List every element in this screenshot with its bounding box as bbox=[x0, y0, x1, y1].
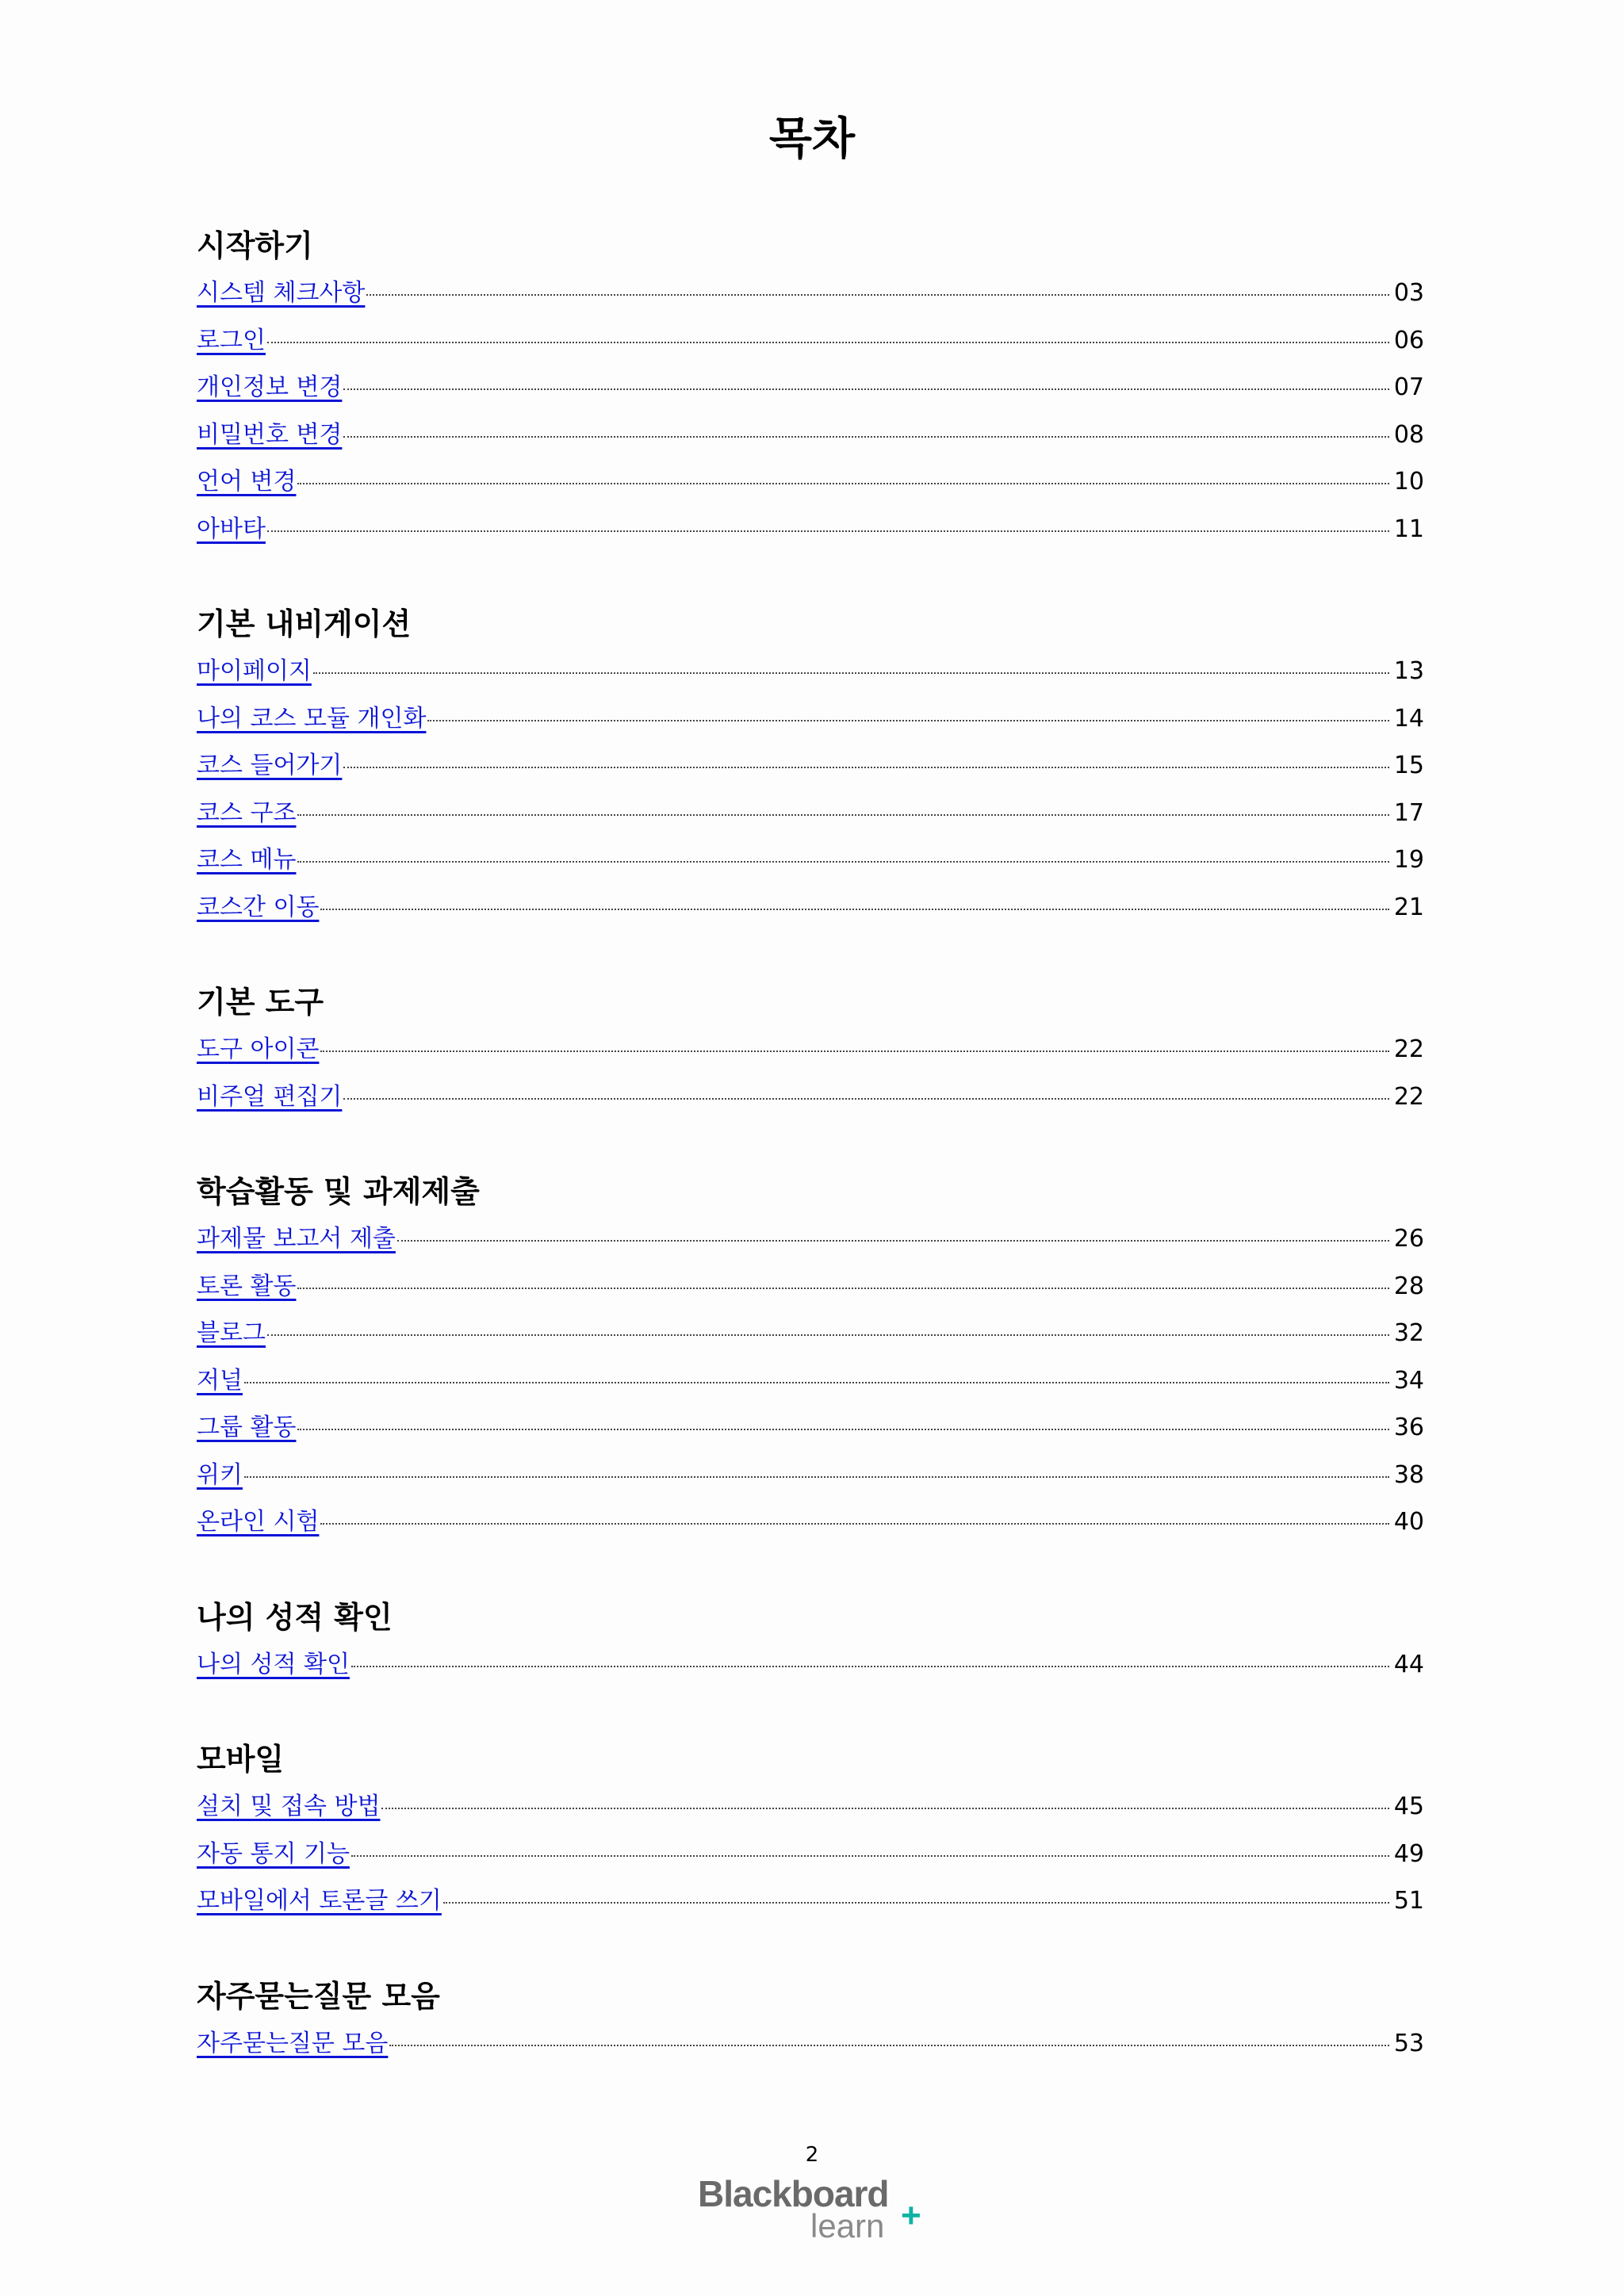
toc-section bbox=[197, 1168, 1424, 1546]
toc-page-number: 28 bbox=[1393, 1272, 1424, 1300]
toc-entry bbox=[197, 836, 1424, 884]
toc-section bbox=[197, 600, 1424, 931]
toc-page-number: 14 bbox=[1393, 704, 1424, 733]
toc-entry-link[interactable]: 자동 통지 기능 bbox=[197, 1839, 350, 1868]
toc-entry-link[interactable]: 마이페이지 bbox=[197, 657, 312, 685]
toc-page-number: 49 bbox=[1393, 1839, 1424, 1868]
toc-entry-link[interactable]: 블로그 bbox=[197, 1319, 266, 1347]
toc-page-number: 22 bbox=[1393, 1035, 1424, 1063]
toc-entry bbox=[197, 1783, 1424, 1831]
toc-entry-link[interactable]: 코스 구조 bbox=[197, 798, 297, 827]
toc-page-number: 26 bbox=[1393, 1225, 1424, 1253]
toc-page-number: 07 bbox=[1393, 373, 1424, 401]
dot-leader bbox=[297, 483, 1389, 484]
toc-page-number: 44 bbox=[1393, 1650, 1424, 1678]
dot-leader bbox=[320, 909, 1389, 910]
toc-entry-link[interactable]: 비주얼 편집기 bbox=[197, 1082, 343, 1111]
toc-page-number: 51 bbox=[1393, 1887, 1424, 1915]
dot-leader bbox=[313, 672, 1389, 674]
dot-leader bbox=[343, 388, 1389, 390]
toc-page-number: 19 bbox=[1393, 846, 1424, 874]
toc-entry-link[interactable]: 언어 변경 bbox=[197, 468, 297, 496]
toc-page-number: 15 bbox=[1393, 752, 1424, 779]
toc-entry-link[interactable]: 아바타 bbox=[197, 515, 266, 543]
toc-entry bbox=[197, 1263, 1424, 1311]
toc-entry bbox=[197, 458, 1424, 506]
toc-entry bbox=[197, 790, 1424, 837]
section-heading: 나의 성적 확인 bbox=[197, 1599, 393, 1635]
toc-entry-link[interactable]: 도구 아이콘 bbox=[197, 1035, 320, 1063]
table-of-contents bbox=[197, 222, 1424, 2114]
page-number: 2 bbox=[805, 2143, 819, 2167]
toc-entry bbox=[197, 1831, 1424, 1878]
logo-text-blackboard: Blackboard bbox=[698, 2173, 889, 2214]
dot-leader bbox=[320, 1523, 1389, 1525]
dot-leader bbox=[389, 2045, 1389, 2046]
toc-entry bbox=[197, 317, 1424, 365]
toc-entry bbox=[197, 506, 1424, 553]
section-heading: 기본 도구 bbox=[197, 985, 324, 1020]
dot-leader bbox=[427, 720, 1389, 721]
dot-leader bbox=[343, 1098, 1389, 1100]
toc-section bbox=[197, 222, 1424, 553]
toc-entry bbox=[197, 2020, 1424, 2068]
toc-entry-link[interactable]: 나의 코스 모듈 개인화 bbox=[197, 704, 427, 733]
logo-text-learn: learn bbox=[810, 2207, 885, 2244]
dot-leader bbox=[343, 436, 1389, 438]
toc-entry bbox=[197, 1452, 1424, 1499]
toc-entry bbox=[197, 695, 1424, 743]
toc-entry-link[interactable]: 과제물 보고서 제출 bbox=[197, 1225, 396, 1253]
dot-leader bbox=[267, 342, 1389, 343]
dot-leader bbox=[381, 1808, 1389, 1809]
dot-leader bbox=[297, 1429, 1389, 1430]
toc-entry-link[interactable]: 모바일에서 토론글 쓰기 bbox=[197, 1887, 442, 1915]
toc-page-number: 03 bbox=[1393, 279, 1424, 307]
toc-entry bbox=[197, 884, 1424, 932]
toc-entry-link[interactable]: 위키 bbox=[197, 1460, 243, 1489]
toc-entry bbox=[197, 1498, 1424, 1546]
toc-page-number: 11 bbox=[1393, 515, 1424, 543]
toc-page-number: 06 bbox=[1393, 326, 1424, 354]
toc-entry-link[interactable]: 온라인 시험 bbox=[197, 1508, 320, 1536]
dot-leader bbox=[351, 1666, 1389, 1667]
toc-entry-link[interactable]: 그룹 활동 bbox=[197, 1414, 297, 1441]
dot-leader bbox=[297, 1288, 1389, 1289]
toc-page-number: 17 bbox=[1393, 798, 1424, 827]
toc-entry bbox=[197, 1877, 1424, 1925]
toc-page-number: 13 bbox=[1393, 657, 1424, 685]
toc-entry-link[interactable]: 자주묻는질문 모음 bbox=[197, 2029, 389, 2057]
toc-entry bbox=[197, 1215, 1424, 1263]
toc-entry-link[interactable]: 로그인 bbox=[197, 326, 266, 354]
toc-section bbox=[197, 1735, 1424, 1925]
dot-leader bbox=[351, 1855, 1389, 1857]
toc-entry-link[interactable]: 시스템 체크사항 bbox=[197, 279, 366, 307]
toc-page-number: 45 bbox=[1393, 1793, 1424, 1820]
toc-page-number: 21 bbox=[1393, 893, 1424, 921]
toc-entry bbox=[197, 1404, 1424, 1452]
toc-page-number: 22 bbox=[1393, 1082, 1424, 1111]
toc-page-number: 40 bbox=[1393, 1508, 1424, 1536]
toc-section bbox=[197, 978, 1424, 1120]
section-heading: 기본 내비게이션 bbox=[197, 607, 412, 641]
toc-entry-link[interactable]: 저널 bbox=[197, 1366, 243, 1395]
toc-section bbox=[197, 1973, 1424, 2068]
logo-plus-icon: + bbox=[901, 2196, 921, 2235]
toc-entry bbox=[197, 364, 1424, 411]
section-heading: 모바일 bbox=[197, 1742, 285, 1777]
toc-entry-link[interactable]: 코스 들어가기 bbox=[197, 752, 343, 779]
toc-entry bbox=[197, 270, 1424, 317]
toc-entry bbox=[197, 1357, 1424, 1405]
toc-page-number: 34 bbox=[1393, 1366, 1424, 1395]
dot-leader bbox=[267, 530, 1389, 532]
dot-leader bbox=[267, 1334, 1389, 1336]
toc-entry-link[interactable]: 개인정보 변경 bbox=[197, 373, 343, 401]
dot-leader bbox=[366, 294, 1389, 296]
toc-entry bbox=[197, 1073, 1424, 1121]
dot-leader bbox=[443, 1902, 1389, 1904]
toc-entry-link[interactable]: 코스 메뉴 bbox=[197, 846, 297, 874]
dot-leader bbox=[397, 1240, 1389, 1242]
dot-leader bbox=[244, 1382, 1389, 1383]
toc-page-number: 36 bbox=[1393, 1414, 1424, 1441]
toc-entry-link[interactable]: 코스간 이동 bbox=[197, 893, 320, 921]
toc-page-number: 53 bbox=[1393, 2029, 1424, 2057]
dot-leader bbox=[297, 814, 1389, 816]
toc-entry bbox=[197, 1026, 1424, 1073]
toc-page-number: 10 bbox=[1393, 468, 1424, 496]
page-title: 목차 bbox=[768, 113, 856, 165]
toc-entry bbox=[197, 1310, 1424, 1357]
dot-leader bbox=[244, 1476, 1389, 1478]
toc-entry-link[interactable]: 나의 성적 확인 bbox=[197, 1650, 350, 1678]
dot-leader bbox=[297, 861, 1389, 863]
toc-entry bbox=[197, 411, 1424, 459]
toc-entry-link[interactable]: 토론 활동 bbox=[197, 1272, 297, 1300]
blackboard-learn-logo bbox=[698, 2172, 936, 2244]
dot-leader bbox=[320, 1050, 1389, 1052]
toc-entry-link[interactable]: 설치 및 접속 방법 bbox=[197, 1793, 381, 1820]
section-heading: 시작하기 bbox=[197, 228, 313, 263]
toc-entry bbox=[197, 648, 1424, 695]
dot-leader bbox=[343, 767, 1389, 768]
toc-entry bbox=[197, 742, 1424, 790]
toc-entry bbox=[197, 1641, 1424, 1689]
toc-page-number: 08 bbox=[1393, 420, 1424, 449]
toc-section bbox=[197, 1594, 1424, 1689]
section-heading: 학습활동 및 과제제출 bbox=[197, 1174, 480, 1209]
toc-entry-link[interactable]: 비밀번호 변경 bbox=[197, 420, 343, 449]
toc-page-number: 32 bbox=[1393, 1319, 1424, 1347]
section-heading: 자주묻는질문 모음 bbox=[197, 1978, 440, 2014]
toc-page-number: 38 bbox=[1393, 1460, 1424, 1489]
